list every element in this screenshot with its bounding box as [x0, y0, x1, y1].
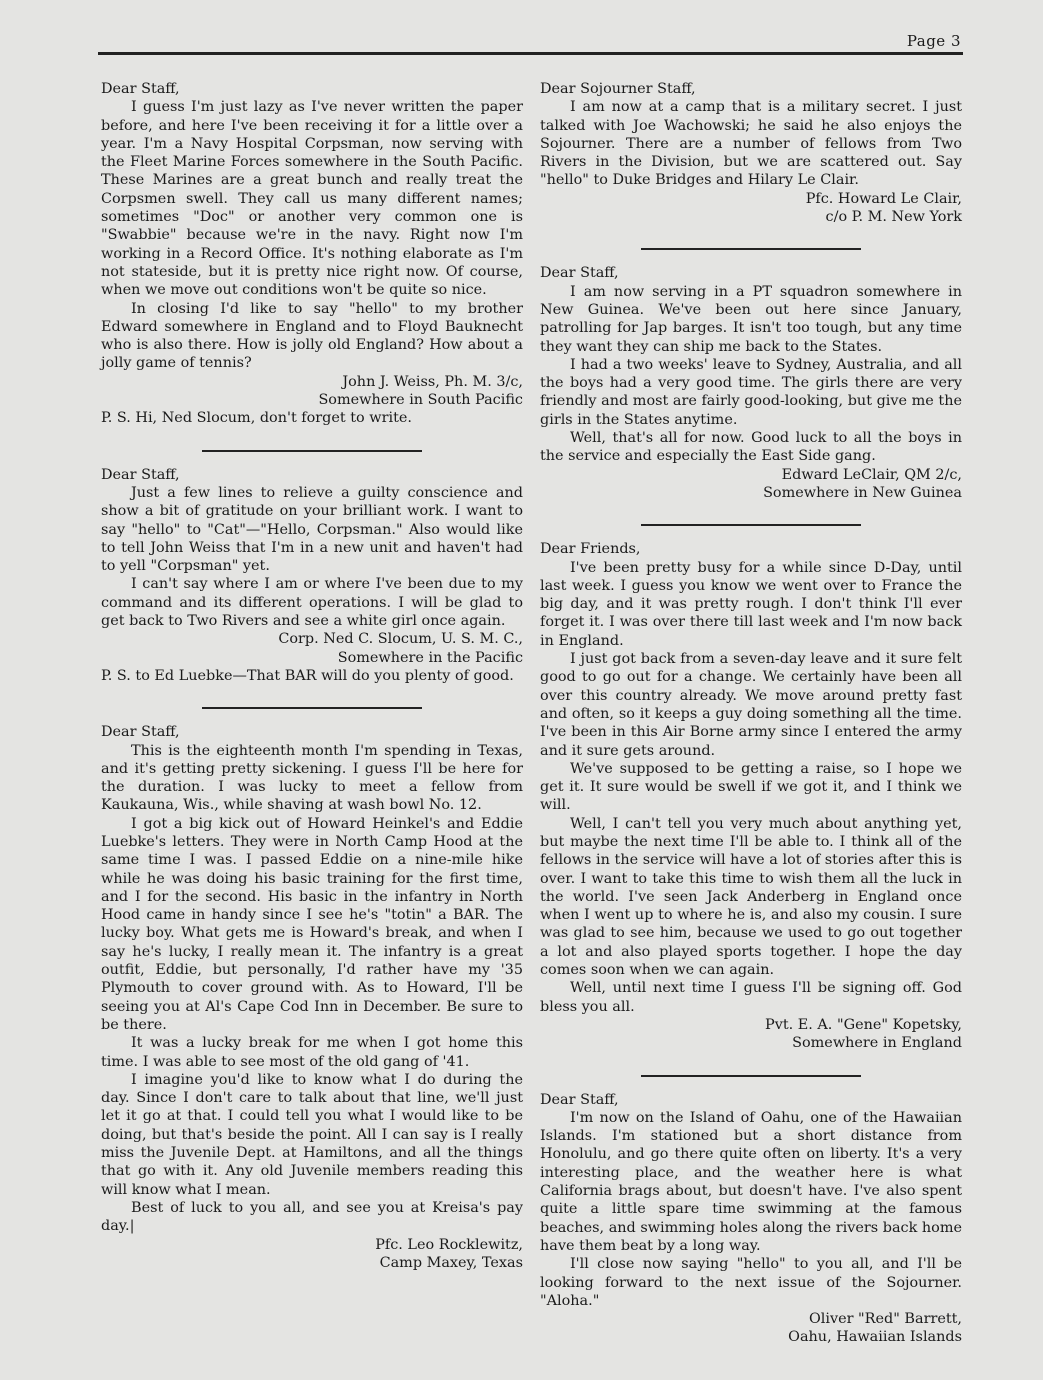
- letter-signature: John J. Weiss, Ph. M. 3/c,: [342, 373, 523, 390]
- letter-greeting: Dear Staff,: [101, 466, 180, 483]
- letter-greeting: Dear Sojourner Staff,: [540, 81, 696, 97]
- letter-divider: [202, 707, 422, 709]
- letter-signature: Pfc. Howard Le Clair,: [805, 190, 962, 207]
- letter: [540, 540, 962, 1052]
- letter-divider: [641, 1075, 861, 1077]
- letter-paragraph: I guess I'm just lazy as I've never written the paper before, and here I've been receiving it for a little over a year. I'm a Navy Hospital Corpsman, now serving with the Fleet Marine Forces somewhere in the South Pacific. These Marines are a great bunch and really treat the Corpsmen swell. They call us many different names; sometimes "Doc" or another very common one is "Swabbie" because we're in the navy. Right now I'm working in a Record Office. It's nothing elaborate as I'm not stateside, but it is pretty nice right now. Of course, when we move out conditions won't be quite so nice.: [101, 99, 523, 299]
- letter-paragraph: Well, that's all for now. Good luck to all the boys in the service and especially the East Side gang.: [540, 430, 962, 465]
- letter-signature: Oahu, Hawaiian Islands: [788, 1329, 962, 1346]
- letter: [101, 80, 523, 428]
- letter-paragraph: It was a lucky break for me when I got home this time. I was able to see most of the old gang of '41.: [101, 1035, 523, 1070]
- letter-greeting: Dear Staff,: [101, 724, 180, 741]
- letter: [540, 80, 962, 226]
- letter-greeting: Dear Staff,: [101, 81, 180, 97]
- letter-paragraph: I got a big kick out of Howard Heinkel's and Eddie Luebke's letters. They were in North Camp Hood at the same time I was. I passed Eddie on a nine-mile hike while he was doing his basic training for the first time, and I for the second. His basic in the infantry in North Hood came in handy since I see he's "totin" a BAR. The lucky boy. What gets me is Howard's break, and when I say he's lucky, I really mean it. The infantry is a great outfit, Eddie, but personally, I'd rather have my '35 Plymouth to cover ground with. As to Howard, I'll be seeing you at Al's Cape Cod Inn in December. Be sure to be there.: [101, 815, 523, 1033]
- top-rule: [98, 52, 963, 55]
- letter-postscript: P. S. to Ed Luebke—That BAR will do you plenty of good.: [101, 667, 514, 684]
- letter-paragraph: I had a two weeks' leave to Sydney, Australia, and all the boys had a very good time. The girls there are very friendly and most are fairly good-looking, but give me the girls in the States anytime.: [540, 356, 962, 428]
- letter-paragraph: Well, I can't tell you very much about anything yet, but maybe the next time I'll be able to. I think all of the fellows in the service will have a lot of stories after this is over. I want to take this time to wish them all the luck in the world. I've seen Jack Anderberg in England once when I went up to where he is, and also my cousin. I sure was glad to see him, because we used to go out together a lot and also played sports together. I hope the day comes soon when we can again.: [540, 815, 962, 979]
- letter: [101, 723, 523, 1272]
- letter-paragraph: Well, until next time I guess I'll be signing off. God bless you all.: [540, 980, 962, 1015]
- page-number: Page 3: [906, 32, 961, 50]
- right-column: [540, 80, 962, 1369]
- letter-signature: Somewhere in the Pacific: [337, 649, 523, 666]
- letter: [540, 264, 962, 502]
- letter-paragraph: Best of luck to you all, and see you at Kreisa's pay day.|: [101, 1199, 523, 1235]
- letter-paragraph: Just a few lines to relieve a guilty conscience and show a bit of gratitude on your brilliant work. I want to say "hello" to "Cat"—"Hello, Corpsman." Also would like to tell John Weiss that I'm in a new unit and haven't had to yell "Corpsman" yet.: [101, 484, 523, 575]
- letter-greeting: Dear Friends,: [540, 541, 641, 558]
- letter-signature: Somewhere in New Guinea: [763, 484, 962, 501]
- letter-paragraph: I'll close now saying "hello" to you all, and I'll be looking forward to the next issue of the Sojourner. "Aloha.": [540, 1256, 962, 1309]
- letter-paragraph: This is the eighteenth month I'm spending in Texas, and it's getting pretty sickening. I guess I'll be here for the duration. I was lucky to meet a fellow from Kaukauna, Wis., while shaving at wash bowl No. 12.: [101, 742, 523, 814]
- letter-paragraph: I imagine you'd like to know what I do during the day. Since I don't care to talk about that line, we'll just let it go at that. I could tell you what I would like to be doing, but that's beside the point. All I can say is I really miss the Juvenile Dept. at Hamiltons, and all the things that go with it. Any old Juvenile members reading this will know what I mean.: [101, 1071, 523, 1198]
- letter-greeting: Dear Staff,: [540, 265, 619, 282]
- letter-paragraph: I've been pretty busy for a while since D-Day, until last week. I guess you know we went over to France the big day, and it was pretty rough. I don't think I'll ever forget it. I was over there till last week and I'm now back in England.: [540, 559, 962, 649]
- letter-paragraph: We've supposed to be getting a raise, so I hope we get it. It sure would be swell if we got it, and I think we will.: [540, 760, 962, 814]
- letter-paragraph: In closing I'd like to say "hello" to my brother Edward somewhere in England and to Floyd Bauknecht who is also there. How is jolly old England? How about a jolly game of tennis?: [101, 300, 523, 372]
- letter-signature: Corp. Ned C. Slocum, U. S. M. C.,: [278, 631, 523, 648]
- letter-signature: c/o P. M. New York: [825, 209, 962, 226]
- letter-signature: Somewhere in England: [792, 1035, 962, 1052]
- letter-paragraph: I can't say where I am or where I've been due to my command and its different operations. I will be glad to get back to Two Rivers and see a white girl once again.: [101, 576, 523, 630]
- letter-postscript: P. S. Hi, Ned Slocum, don't forget to write.: [101, 410, 412, 427]
- letter-signature: Edward LeClair, QM 2/c,: [781, 466, 962, 483]
- letter: [101, 466, 523, 686]
- letter-paragraph: I just got back from a seven-day leave and it sure felt good to go out for a change. We certainly have been all over this country already. We move around pretty fast and often, so it keeps a guy doing something all the time. I've been in this Air Borne army since I entered the army and it sure gets around.: [540, 651, 962, 759]
- letter-divider: [641, 524, 861, 526]
- letter-paragraph: I'm now on the Island of Oahu, one of the Hawaiian Islands. I'm stationed but a short distance from Honolulu, and go there quite often on liberty. It's a very interesting place, and the weather here is what California brags about, but doesn't have. I've also spent quite a little spare time swimming at the famous beaches, and swimming holes along the rivers back home have them beat by a long way.: [540, 1109, 962, 1254]
- letter-signature: Pvt. E. A. "Gene" Kopetsky,: [765, 1016, 962, 1033]
- left-column: [101, 80, 523, 1294]
- letter-paragraph: I am now at a camp that is a military secret. I just talked with Joe Wachowski; he said he also enjoys the Sojourner. There are a number of fellows from Two Rivers in the Division, but we are scattered out. Say "hello" to Duke Bridges and Hilary Le Clair.: [540, 99, 962, 189]
- letter-divider: [641, 248, 861, 250]
- letter-greeting: Dear Staff,: [540, 1091, 619, 1108]
- letter: [540, 1091, 962, 1347]
- letter-signature: Pfc. Leo Rocklewitz,: [375, 1236, 523, 1253]
- letter-divider: [202, 450, 422, 452]
- letter-signature: Oliver "Red" Barrett,: [808, 1311, 962, 1328]
- letter-signature: Camp Maxey, Texas: [379, 1254, 523, 1271]
- letter-signature: Somewhere in South Pacific: [318, 392, 523, 409]
- letter-paragraph: I am now serving in a PT squadron somewhere in New Guinea. We've been out here since January, patrolling for Jap barges. It isn't too tough, but any time they want they can ship me back to the States.: [540, 283, 962, 355]
